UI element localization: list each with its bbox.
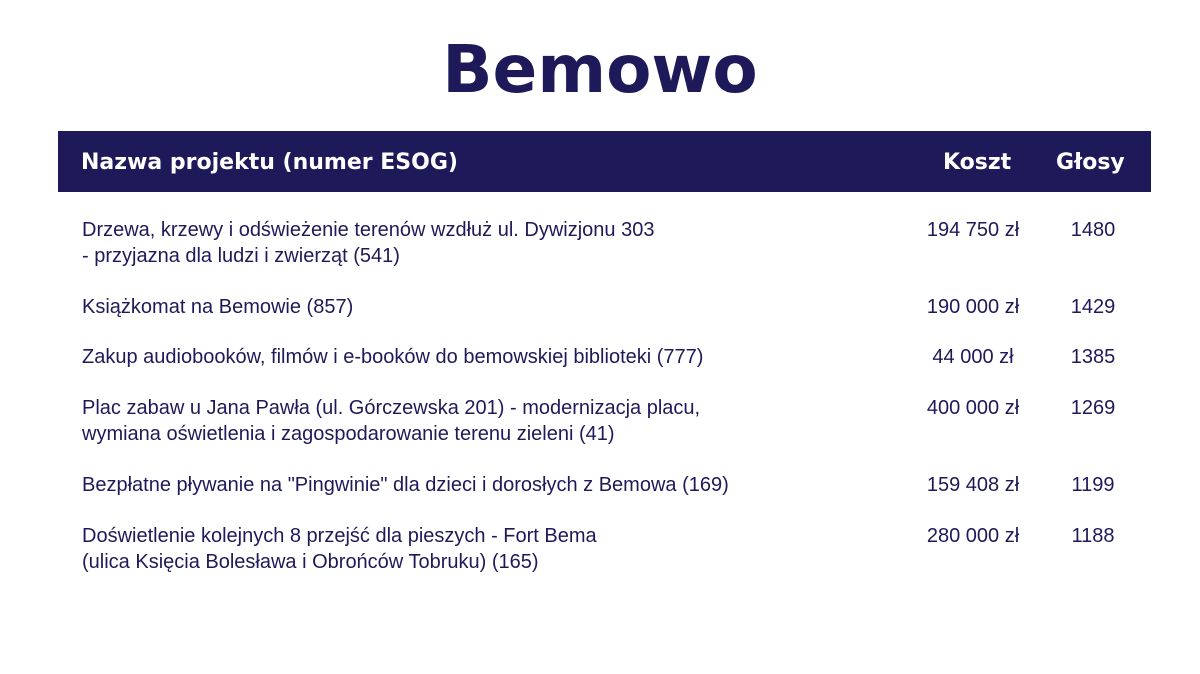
project-name	[82, 395, 872, 447]
project-votes: 1480	[1070, 219, 1116, 241]
project-cost: 280 000 zł	[926, 525, 1020, 547]
project-votes: 1269	[1070, 397, 1116, 419]
project-votes: 1429	[1070, 296, 1116, 318]
project-name-line: (ulica Księcia Bolesława i Obrońców Tobruku) (165)	[82, 551, 539, 573]
header-project-name: Nazwa projektu (numer ESOG)	[81, 150, 458, 175]
project-name	[82, 472, 872, 498]
project-votes: 1188	[1071, 525, 1115, 547]
project-cost: 400 000 zł	[926, 397, 1020, 419]
project-name-line: wymiana oświetlenia i zagospodarowanie terenu zieleni (41)	[82, 423, 615, 445]
project-name-line: Doświetlenie kolejnych 8 przejść dla pieszych - Fort Bema	[82, 525, 597, 547]
project-name-line: - przyjazna dla ludzi i zwierząt (541)	[82, 245, 400, 267]
project-name	[82, 217, 872, 269]
project-name-line: Bezpłatne pływanie na "Pingwinie" dla dzieci i dorosłych z Bemowa (169)	[82, 474, 729, 496]
project-name	[82, 344, 872, 370]
project-name	[82, 294, 872, 320]
page-title: Bemowo	[442, 31, 758, 108]
project-votes: 1199	[1071, 474, 1115, 496]
project-cost: 194 750 zł	[926, 219, 1020, 241]
project-name	[82, 523, 872, 575]
project-cost: 159 408 zł	[926, 474, 1020, 496]
header-cost: Koszt	[943, 150, 1012, 175]
project-votes: 1385	[1070, 346, 1116, 368]
project-name-line: Książkomat na Bemowie (857)	[82, 296, 354, 318]
table-header	[58, 131, 1151, 192]
project-cost: 190 000 zł	[926, 296, 1020, 318]
project-name-line: Drzewa, krzewy i odświeżenie terenów wzdłuż ul. Dywizjonu 303	[82, 219, 655, 241]
project-name-line: Plac zabaw u Jana Pawła (ul. Górczewska 201) - modernizacja placu,	[82, 397, 701, 419]
header-votes: Głosy	[1056, 150, 1125, 175]
project-name-line: Zakup audiobooków, filmów i e-booków do bemowskiej biblioteki (777)	[82, 346, 704, 368]
project-cost: 44 000 zł	[932, 346, 1014, 368]
